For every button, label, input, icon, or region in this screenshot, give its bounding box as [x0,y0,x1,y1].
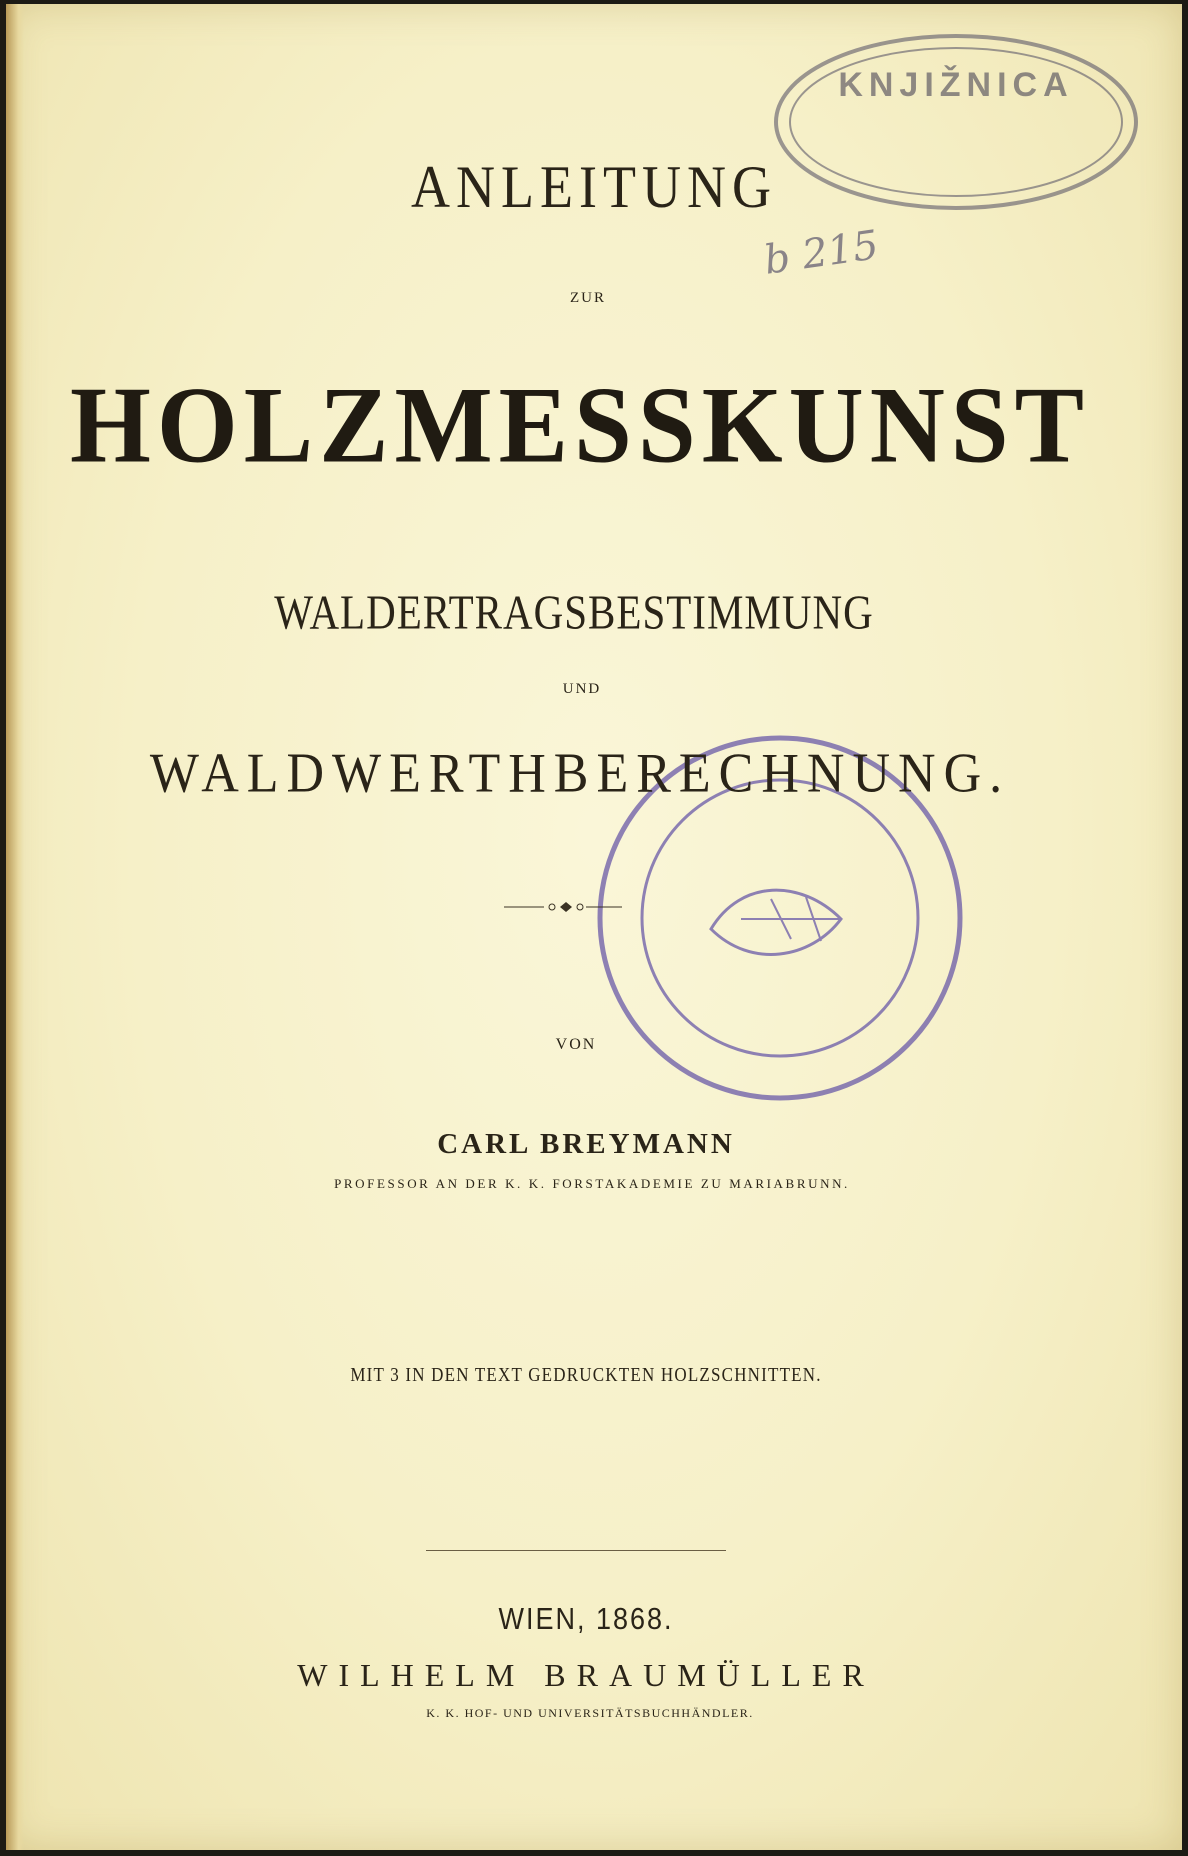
place-and-year: WIEN, 1868. [498,1602,674,1636]
title-page [6,4,1182,1850]
decorative-ornament [504,900,622,914]
by-line: VON [555,1036,597,1053]
subtitle-waldertragsbestimmung: WALDERTRAGSBESTIMMUNG [274,584,874,640]
main-title: HOLZMESSKUNST [69,365,1091,486]
publisher-title: K. K. HOF- UND UNIVERSITÄTSBUCHHÄNDLER. [426,1706,754,1720]
illustrations-note: MIT 3 IN DEN TEXT GEDRUCKTEN HOLZSCHNITTEN. [350,1363,822,1386]
author-title: PROFESSOR AN DER K. K. FORSTAKADEMIE ZU MARIABRUNN. [334,1176,850,1191]
svg-text:KNJIŽNICA: KNJIŽNICA [838,66,1074,104]
author-name: CARL BREYMANN [437,1128,735,1160]
page-binding-edge [6,4,24,1850]
publisher-name: WILHELM BRAUMÜLLER [297,1657,875,1693]
handwritten-shelfmark: b 215 [761,222,882,284]
subtitle-waldwerthberechnung: WALDWERTHBERECHNUNG. [149,742,1011,805]
subtitle-conjunction: UND [562,681,602,697]
title-line-zur: ZUR [570,290,606,306]
title-line-anleitung: ANLEITUNG [411,153,777,221]
divider-rule [426,1550,726,1551]
